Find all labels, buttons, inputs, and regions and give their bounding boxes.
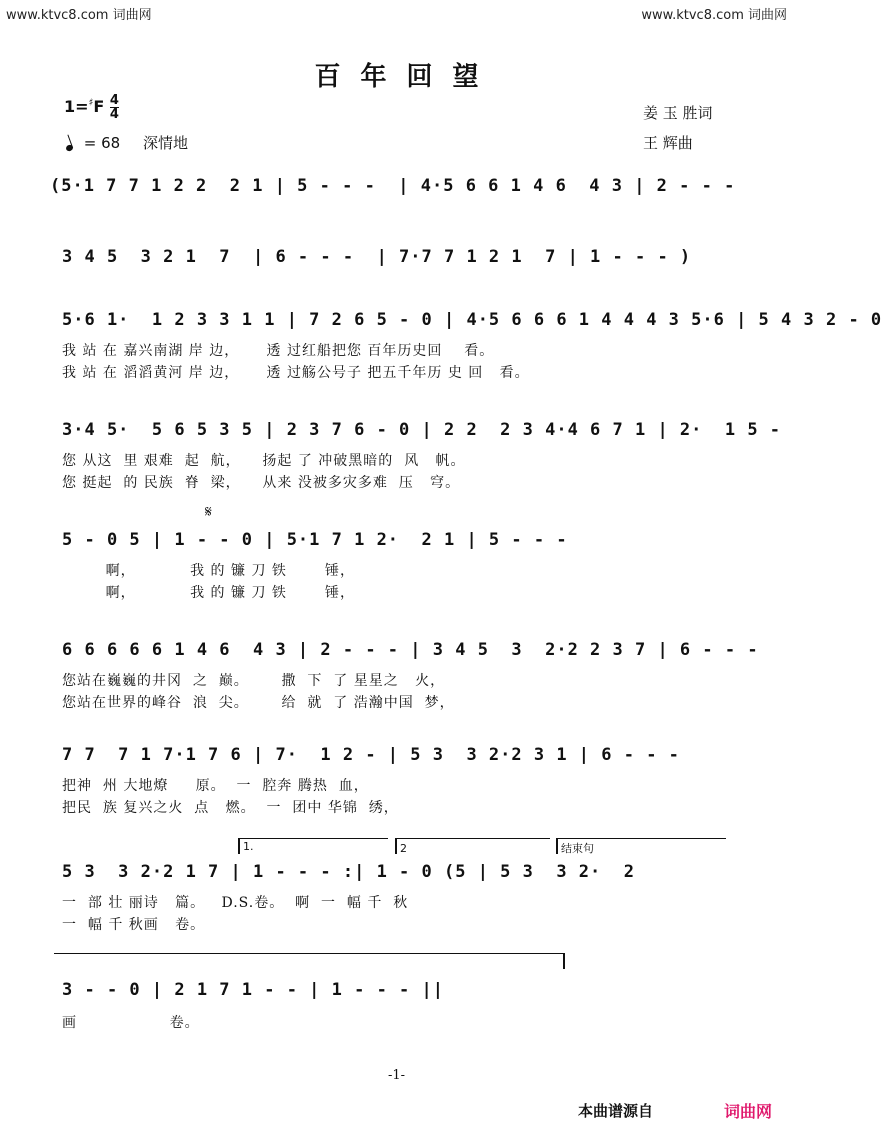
notation-row-8: 5 3 3 2·2 1 7 | 1 - - - :| 1 - 0 (5 | 5 3 3 2· 2 [62,862,635,882]
lyrics-row-4-verse-2: 您 挺起 的 民族 脊 梁， 从来 没被多灾多难 压 穹。 [62,475,461,491]
second-ending-label: 2 [400,842,407,855]
lyrics-row-8-verse-2: 一 幅 千 秋画 卷。 [62,917,206,933]
notation-row-3: 5·6 1· 1 2 3 3 1 1 | 7 2 6 5 - 0 | 4·5 6 6 6 1 4 4 4 3 5·6 | 5 4 3 2 - 0 [62,310,882,330]
notation-row-9: 3 - - 0 | 2 1 7 1 - - | 1 - - - || [62,980,444,1000]
lyrics-row-3-verse-1: 我 站 在 嘉兴南湖 岸 边， 透 过红船把您 百年历史回 看。 [62,343,495,359]
notation-row-4: 3·4 5· 5 6 5 3 5 | 2 3 7 6 - 0 | 2 2 2 3 4·4 6 7 1 | 2· 1 5 - [62,420,782,440]
song-title: 百年回望 [314,62,499,92]
lyrics-row-7-verse-2: 把民 族 复兴之火 点 燃。 一 团中 华锦 绣， [62,800,399,816]
notation-row-6: 6 6 6 6 6 1 4 6 4 3 | 2 - - - | 3 4 5 3 2·2 2 3 7 | 6 - - - [62,640,759,660]
segno-sign: 𝄋 [205,502,212,521]
key-signature: 1=♯F $\frac{4}{4}$ [64,93,119,122]
coda-continuation-bracket [54,953,564,954]
notation-row-7: 7 7 7 1 7·1 7 6 | 7· 1 2 - | 5 3 3 2·2 3 1 | 6 - - - [62,745,680,765]
watermark-left: www.ktvc8.com 词曲网 [6,8,152,23]
lyrics-row-7-verse-1: 把神 州 大地燎 原。 一 腔奔 腾热 血， [62,778,369,794]
coda-bracket [556,838,726,839]
first-ending-bracket [238,838,388,839]
time-signature: $\frac{4}{4}$ [109,93,119,122]
lyrics-row-5-verse-2: 啊， 我 的 镰 刀 铁 锤， [62,585,356,601]
watermark-right: www.ktvc8.com 词曲网 [641,8,787,23]
quarter-note-icon [65,144,74,152]
coda-bracket-edge [556,838,558,854]
lyrics-row-6-verse-2: 您站在世界的峰谷 浪 尖。 给 就 了 浩瀚中国 梦， [62,695,455,711]
second-ending-bracket [395,838,550,839]
tempo-marking: = 68 深情地 [66,132,188,153]
lyrics-row-9: 画 卷。 [62,1015,200,1031]
page-number: -1- [387,1068,406,1083]
notation-row-5: 5 - 0 5 | 1 - - 0 | 5·1 7 1 2· 2 1 | 5 - - - [62,530,568,550]
lyrics-row-3-verse-2: 我 站 在 滔滔黄河 岸 边， 透 过觞公号子 把五千年历 史 回 看。 [62,365,530,381]
lyrics-row-4-verse-1: 您 从这 里 艰难 起 航， 扬起 了 冲破黑暗的 风 帆。 [62,453,466,469]
footer-source: 本曲谱源自 [578,1102,654,1120]
notation-row-2: 3 4 5 3 2 1 7 | 6 - - - | 7·7 7 1 2 1 7 | 1 - - - ) [62,247,692,267]
notation-row-1: (5·1 7 7 1 2 2 2 1 | 5 - - - | 4·5 6 6 1 4 6 4 3 | 2 - - - [50,176,736,196]
lyrics-row-8-verse-1: 一 部 壮 丽诗 篇。 D.S.卷。 啊 一 幅 千 秋 [62,895,409,911]
composer-credit: 王 辉曲 [643,134,693,152]
coda-label: 结束句 [561,842,594,855]
lyrics-row-5-verse-1: 啊， 我 的 镰 刀 铁 锤， [62,563,356,579]
coda-continuation-bracket-edge [563,953,565,969]
first-ending-label: 1. [243,840,254,853]
lyricist-credit: 姜 玉 胜词 [643,104,713,122]
footer-brand-link[interactable]: 词曲网 [724,1102,773,1121]
lyrics-row-6-verse-1: 您站在巍巍的井冈 之 巅。 撒 下 了 星星之 火， [62,673,446,689]
second-ending-bracket-edge [395,838,397,854]
first-ending-bracket-edge [238,838,240,854]
